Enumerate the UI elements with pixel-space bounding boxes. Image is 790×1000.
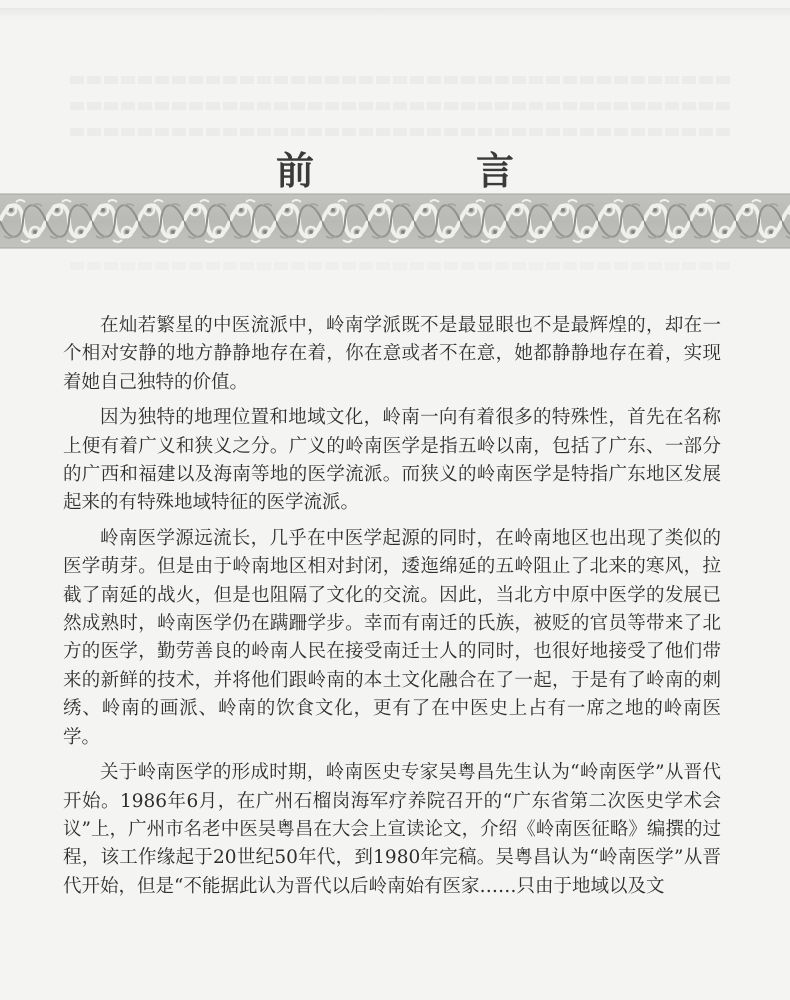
paragraph: 在灿若繁星的中医流派中，岭南学派既不是最显眼也不是最辉煌的，却在一个相对安静的地方静静地存在着，你在意或者不在意，她都静静地存在着，实现着她自己独特的价值。 [63, 315, 721, 393]
bleed-through-line [70, 76, 730, 84]
body-text [63, 312, 721, 908]
bleed-through-line [70, 102, 730, 110]
bleed-through-line [70, 262, 730, 270]
paragraph: 关于岭南医学的形成时期，岭南医史专家吴粤昌先生认为“岭南医学”从晋代开始。1986年6月，在广州石榴岗海军疗养院召开的“广东省第二次医史学术会议”上，广州市名老中医吴粤昌在大会上宣读论文，介绍《岭南医征略》编撰的过程，该工作缘起于20世纪50年代，到1980年完稿。吴粤昌认为“岭南医学”从晋代开始，但是“不能据此认为晋代以后岭南始有医家……只由于地域以及文 [63, 762, 721, 897]
paragraph: 因为独特的地理位置和地域文化，岭南一向有着很多的特殊性，首先在名称上便有着广义和狭义之分。广义的岭南医学是指五岭以南，包括了广东、一部分的广西和福建以及海南等地的医学流派。而狭义的岭南医学是特指广东地区发展起来的有特殊地域特征的医学流派。 [63, 407, 721, 514]
header-shadow [0, 8, 790, 18]
paragraph: 岭南医学源远流长，几乎在中医学起源的同时，在岭南地区也出现了类似的医学萌芽。但是由于岭南地区相对封闭，逶迤绵延的五岭阻止了北来的寒风，拉截了南延的战火，但是也阻隔了文化的交流。因此，当北方中原中医学的发展已然成熟时，岭南医学仍在蹒跚学步。幸而有南迁的氏族，被贬的官员等带来了北方的医学，勤劳善良的岭南人民在接受南迁士人的同时，也很好地接受了他们带来的新鲜的技术，并将他们跟岭南的本土文化融合在了一起，于是有了岭南的刺绣、岭南的画派、岭南的饮食文化，更有了在中医史上占有一席之地的岭南医学。 [63, 527, 721, 748]
page-title: 前 言 [275, 148, 576, 193]
ornamental-border [0, 192, 790, 250]
bleed-through-line [70, 128, 730, 136]
